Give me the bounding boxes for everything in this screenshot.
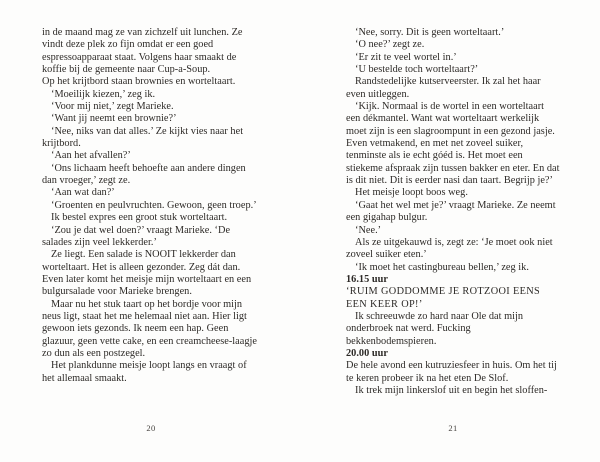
paragraph: ‘Gaat het wel met je?’ vraagt Marieke. Ze neemt een gigahap bulgur. [346,199,556,224]
paragraph: in de maand mag ze van zichzelf uit lunchen. Ze vindt deze plek zo fijn omdat er een goed espressoapparaat staat. Volgens haar smaakt de koffie bij de gemeente naar Cup-a-Soup. [42,27,243,76]
paragraph: ‘Nee.’ [355,224,382,236]
paragraph: ‘Er zit te veel wortel in.’ [355,51,457,63]
paragraph: ‘U bestelde toch worteltaart?’ [355,64,479,76]
paragraph: ‘Nee, niks van dat alles.’ Ze kijkt vies naar het krijtbord. [42,125,244,150]
paragraph: ‘Groenten en peulvruchten. Gewoon, geen troep.’ [51,199,257,211]
time-heading: 16.15 uur [346,273,388,285]
paragraph: Maar nu het stuk taart op het bordje voor mijn neus ligt, staat het me helemaal niet aan. Hier ligt gewoon iets gezonds. Ik neem een hap. Geen glazuur, geen vette cake, en een creamcheese-laagje zo dun als een postzegel. [42,298,257,359]
paragraph: Op het krijtbord staan brownies en worteltaart. [42,76,236,88]
paragraph: Ik schreeuwde zo hard naar Ole dat mijn onderbroek nat werd. Fucking bekkenbodemspieren. [346,310,524,347]
paragraph: Randstedelijke kutserveerster. Ik zal het haar even uitleggen. [346,76,541,100]
paragraph: ‘Kijk. Normaal is de wortel in een worteltaart een dékmantel. Want wat worteltaart werkelijk moet zijn is een slagroompunt in een gezond jasje. Even vetmakend, en met net zoveel suiker, tenminste als ie echt góéd is. Het moet een stiekeme afspraak zijn tussen bakker en eter. En dat is dit niet. Dit is eerder nasi dan taart. Begrijp je?’ [346,101,560,187]
paragraph: ‘Moeilijk kiezen,’ zeg ik. [51,88,156,100]
right-page-text [346,27,560,397]
time-heading: 20.00 uur [346,347,388,359]
paragraph: Ik bestel expres een groot stuk worteltaart. [51,212,228,224]
paragraph: ‘Nee, sorry. Dit is geen worteltaart.’ [355,27,505,38]
paragraph: Ik trek mijn linkerslof uit en begin het sloffen- [355,384,548,396]
left-page-text [42,27,260,385]
paragraph: ‘Want jij neemt een brownie?’ [51,113,177,125]
paragraph: ‘Aan het afvallen?’ [51,150,131,162]
paragraph: ‘Aan wat dan?’ [51,187,115,199]
paragraph: De hele avond een kutruziesfeer in huis. Om het tij te keren probeer ik na het eten De Slof. [346,360,557,384]
paragraph: Als ze uitgekauwd is, zegt ze: ‘Je moet ook niet zoveel suiker eten.’ [346,236,553,261]
paragraph: Het meisje loopt boos weg. [355,187,468,199]
paragraph: Even later komt het meisje mijn worteltaart en een bulgursalade voor Marieke brengen. [42,273,252,298]
paragraph: Het plankdunne meisje loopt langs en vraagt of het allemaal smaakt. [42,360,247,384]
paragraph: ‘O nee?’ zegt ze. [355,39,425,51]
right-page-number: 21 [448,423,458,433]
paragraph: ‘Zou je dat wel doen?’ vraagt Marieke. ‘De salades zijn veel lekkerder.’ [42,224,231,248]
paragraph: ‘Ik moet het castingbureau bellen,’ zeg ik. [355,261,529,273]
paragraph: ‘Voor mij niet,’ zegt Marieke. [51,101,174,113]
paragraph: Ze liegt. Een salade is NOOIT lekkerder dan worteltaart. Het is alleen gezonder. Zeg dát dan. [42,249,241,273]
shout-line: ‘RUIM GODDOMME JE ROTZOOI EENS EEN KEER OP!’ [346,286,541,310]
paragraph: ‘Ons lichaam heeft behoefte aan andere dingen dan vroeger,’ zegt ze. [42,162,246,187]
left-page-number: 20 [146,423,156,433]
